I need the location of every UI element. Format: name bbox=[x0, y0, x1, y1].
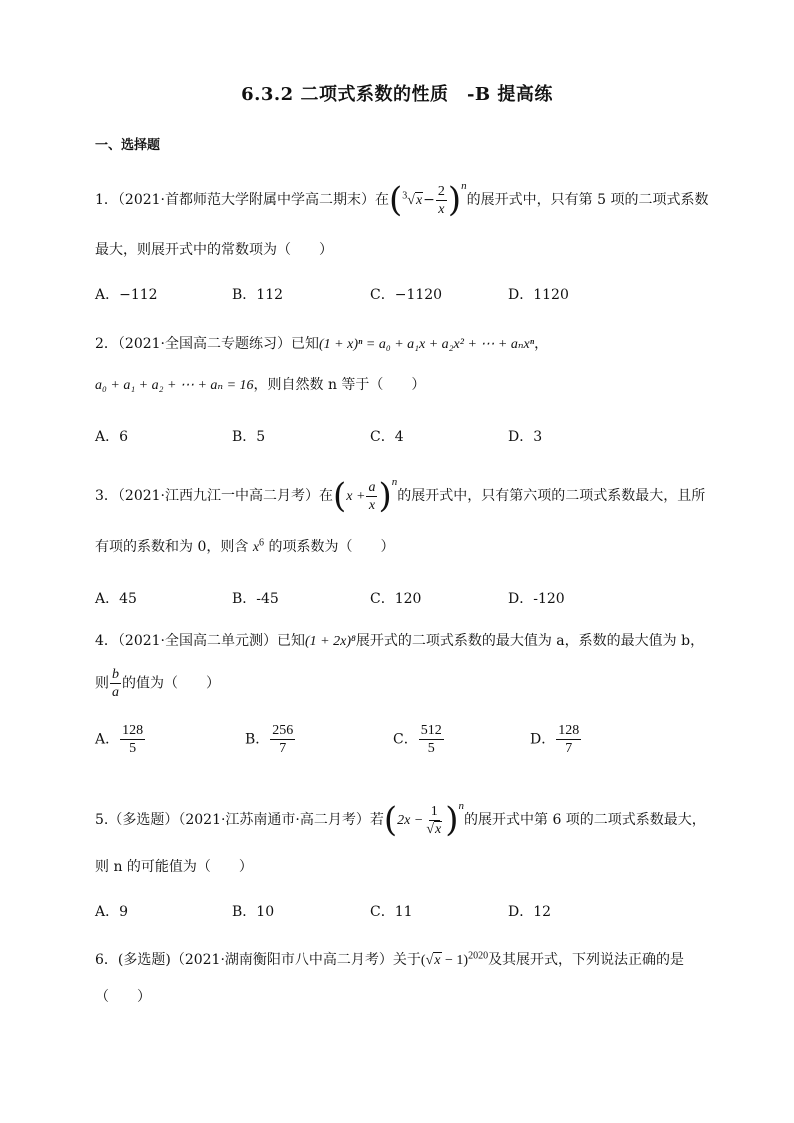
question-1-option-c[interactable]: C．−1120 bbox=[370, 287, 443, 303]
question-3-line-2: 有项的系数和为 0，则含 $x^6$ 的项系数为（ ） bbox=[95, 537, 395, 555]
page-title: 6.3.2 二项式系数的性质 -B 提高练 bbox=[241, 84, 553, 105]
question-3-option-d[interactable]: D．-120 bbox=[508, 591, 565, 607]
question-5-suffix: 的展开式中第 6 项的二项式系数最大， bbox=[464, 812, 706, 828]
question-4-line-2: 则 $\frac{b}{a}$ 的值为（ ） bbox=[95, 667, 220, 700]
cube-root-index: 3 bbox=[402, 190, 408, 202]
question-2-prefix: 2．（2021·全国高二专题练习）已知 bbox=[95, 336, 319, 352]
question-3-line-1: 3．（2021·江西九江一中高二月考）在(x + $\frac{a}{x}$ )n的展开式中，只有第六项的二项式系数最大，且所 bbox=[95, 476, 705, 516]
question-5-option-b[interactable]: B．10 bbox=[232, 904, 275, 920]
question-5-line-2: 则 n 的可能值为（ ） bbox=[95, 859, 253, 875]
question-5-option-d[interactable]: D．12 bbox=[508, 904, 552, 920]
question-3-prefix: 3．（2021·江西九江一中高二月考）在 bbox=[95, 488, 333, 504]
question-5-prefix: 5.（多选题）（2021·江苏南通市·高二月考）若 bbox=[95, 812, 384, 828]
question-3-exponent: n bbox=[391, 476, 398, 488]
question-2-line-1: 2．（2021·全国高二专题练习）已知(1 + x)ⁿ = a₀ + a₁x + a₂x² + ⋯ + aₙxⁿ， bbox=[95, 336, 549, 352]
question-3-option-c[interactable]: C．120 bbox=[370, 591, 422, 607]
question-1-option-d[interactable]: D．1120 bbox=[508, 287, 569, 303]
question-4-option-c[interactable]: C． $\frac{512}{5}$ bbox=[393, 723, 442, 756]
question-2-option-d[interactable]: D．3 bbox=[508, 429, 543, 445]
question-1-prefix: 1．（2021·首都师范大学附属中学高二期末）在 bbox=[95, 192, 389, 208]
question-3-option-b[interactable]: B．-45 bbox=[232, 591, 279, 607]
question-4-prefix: 4．（2021·全国高二单元测）已知 bbox=[95, 633, 305, 649]
question-5-fraction: $\frac{1}{√x}$ bbox=[426, 803, 442, 837]
question-4-option-b[interactable]: B． $\frac{256}{7}$ bbox=[245, 723, 294, 756]
question-3-option-a[interactable]: A．45 bbox=[95, 591, 137, 607]
question-3-fraction: $\frac{a}{x}$ bbox=[368, 479, 376, 513]
question-2-option-a[interactable]: A．6 bbox=[95, 429, 129, 445]
question-5-exponent: n bbox=[458, 800, 464, 812]
question-6-prefix: 6．(多选题)（2021·湖南衡阳市八中高二月考）关于 bbox=[95, 952, 421, 968]
question-5-option-c[interactable]: C．11 bbox=[370, 904, 413, 920]
question-1-option-a[interactable]: A．−112 bbox=[95, 287, 158, 303]
question-6-line-2: （ ） bbox=[95, 989, 151, 1005]
question-4-suffix: 展开式的二项式系数的最大值为 a，系数的最大值为 b， bbox=[355, 633, 705, 649]
question-1-exponent: n bbox=[461, 180, 467, 192]
question-4-line-1 bbox=[95, 631, 704, 652]
question-1-line-1: 1．（2021·首都师范大学附属中学高二期末）在($^3$√x− $\frac{2}{x}$ )n的展开式中，只有第 5 项的二项式系数 bbox=[95, 180, 708, 220]
question-1-fraction: $\frac{2}{x}$ bbox=[437, 183, 445, 217]
question-5-option-a[interactable]: A．9 bbox=[95, 904, 129, 920]
question-2-option-c[interactable]: C．4 bbox=[370, 429, 404, 445]
question-2-sum-formula: a₀ + a₁ + a₂ + ⋯ + aₙ = 16 bbox=[95, 378, 254, 393]
question-4-option-a[interactable]: A． $\frac{128}{5}$ bbox=[95, 723, 144, 756]
question-4-formula: (1 + 2x)⁸ bbox=[305, 634, 356, 649]
question-1-option-b[interactable]: B．112 bbox=[232, 287, 284, 303]
question-1-line-2: 最大，则展开式中的常数项为（ ） bbox=[95, 242, 333, 258]
question-6-line-1: 6．(多选题)（2021·湖南衡阳市八中高二月考）关于$(√x - 1)^{2020}$及其展开式，下列说法正确的是 bbox=[95, 950, 685, 968]
question-2-line-2: a₀ + a₁ + a₂ + ⋯ + aₙ = 16，则自然数 n 等于（ ） bbox=[95, 377, 426, 393]
question-6-suffix: 及其展开式，下列说法正确的是 bbox=[488, 952, 685, 968]
question-2-option-b[interactable]: B．5 bbox=[232, 429, 266, 445]
question-1-suffix: 的展开式中，只有第 5 项的二项式系数 bbox=[466, 192, 709, 208]
question-4-fraction: $\frac{b}{a}$ bbox=[112, 667, 119, 700]
question-2-formula: (1 + x)ⁿ = a₀ + a₁x + a₂x² + ⋯ + aₙxⁿ bbox=[319, 337, 535, 352]
question-3-suffix: 的展开式中，只有第六项的二项式系数最大，且所 bbox=[397, 488, 706, 504]
question-4-option-d[interactable]: D． $\frac{128}{7}$ bbox=[530, 723, 580, 756]
section-heading: 一、选择题 bbox=[95, 138, 161, 153]
question-5-line-1: 5.（多选题）（2021·江苏南通市·高二月考）若(2x − $\frac{1}{√x}$ )n的展开式中第 6 项的二项式系数最大， bbox=[95, 800, 706, 840]
